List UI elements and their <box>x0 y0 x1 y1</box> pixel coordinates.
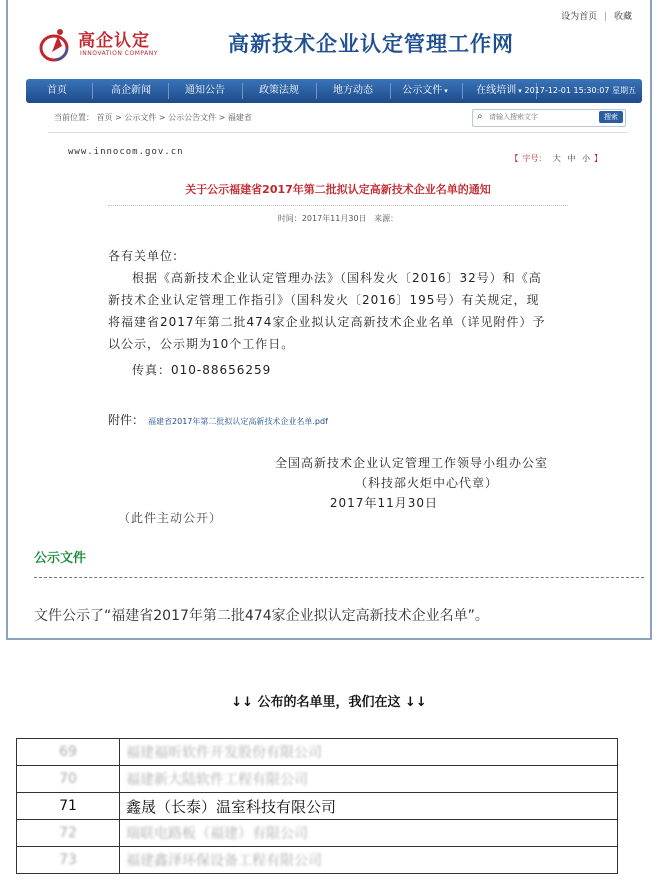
title-divider <box>108 205 568 206</box>
search-button[interactable]: 搜索 <box>599 111 623 123</box>
nav-training-label: 在线培训 <box>476 85 517 96</box>
fax-line: 传真：010-88656259 <box>132 363 272 377</box>
company-name: 瑞联电路板（福建）有限公司 <box>120 820 618 847</box>
row-number: 69 <box>17 739 120 766</box>
nav-news[interactable]: 高企新闻 <box>111 85 151 96</box>
nav-divider <box>390 83 391 99</box>
paragraph-line: 将福建省2017年第二批474家企业拟认定高新技术企业名单（详见附件）予 <box>108 315 546 329</box>
nav-divider <box>168 83 169 99</box>
main-nav <box>26 79 642 103</box>
company-table <box>16 738 618 874</box>
attachment-row <box>108 411 328 428</box>
attachment-link[interactable]: 福建省2017年第二批拟认定高新技术企业名单.pdf <box>148 417 328 426</box>
search-input[interactable] <box>489 111 589 123</box>
chevron-down-icon: ▾ <box>444 87 448 95</box>
row-number: 72 <box>17 820 120 847</box>
notice-meta <box>48 213 628 224</box>
source-label: 来源： <box>374 214 399 223</box>
website <box>18 0 650 535</box>
section-label: 公示文件 <box>34 551 87 566</box>
divider: | <box>604 12 608 22</box>
nav-divider <box>92 83 93 99</box>
company-name: 鑫晟（长泰）温室科技有限公司 <box>120 793 618 820</box>
nav-policies[interactable]: 政策法规 <box>259 85 299 96</box>
search-icon: ⌕ <box>477 111 483 122</box>
breadcrumb-row <box>26 108 642 128</box>
pointer-caption: ↓↓ 公布的名单里，我们在这 ↓↓ <box>231 695 427 710</box>
nav-public-files-label: 公示文件 <box>402 85 443 96</box>
summary-text: 文件公示了“福建省2017年第二批474家企业拟认定高新技术企业名单”。 <box>34 608 489 624</box>
dashed-divider <box>34 577 644 578</box>
paragraph-line: 新技术企业认定管理工作指引》（国科发火〔2016〕195号）有关规定，现 <box>108 293 540 307</box>
paragraph-line: 以公示，公示期为10个工作日。 <box>108 337 295 351</box>
logo-text: 高企认定 <box>78 31 150 51</box>
nav-datetime: 2017-12-01 15:30:07 星期五 <box>524 86 636 95</box>
company-name: 福建新大陆软件工程有限公司 <box>120 766 618 793</box>
nav-notices[interactable]: 通知公告 <box>185 85 225 96</box>
table-row <box>17 847 618 874</box>
disclosure-note: （此件主动公开） <box>118 511 223 525</box>
row-number: 73 <box>17 847 120 874</box>
site-title: 高新技术企业认定管理工作网 <box>228 31 514 56</box>
company-name: 福建鑫泽环保设备工程有限公司 <box>120 847 618 874</box>
signature-date: 2017年11月30日 <box>329 496 438 510</box>
nav-divider <box>316 83 317 99</box>
chevron-down-icon: ▾ <box>518 87 522 95</box>
nav-home[interactable]: 首页 <box>47 85 67 96</box>
font-size-small[interactable]: 小 <box>582 154 590 163</box>
table-row <box>17 820 618 847</box>
row-number: 71 <box>17 793 120 820</box>
site-domain: www.innocom.gov.cn <box>68 147 184 157</box>
signature-seal: （科技部火炬中心代章） <box>354 476 498 490</box>
paragraph-line: 根据《高新技术企业认定管理办法》（国科发火〔2016〕32号）和《高 <box>132 271 542 285</box>
nav-public-files[interactable] <box>392 79 458 103</box>
bookmark-link[interactable]: 收藏 <box>613 12 632 22</box>
set-homepage-link[interactable]: 设为首页 <box>561 12 598 22</box>
site-logo[interactable] <box>38 22 168 68</box>
signature-org: 全国高新技术企业认定管理工作领导小组办公室 <box>274 456 548 470</box>
time-label: 时间： <box>277 214 302 223</box>
breadcrumb: 当前位置： 首页 > 公示文件 > 公示公告文件 > 福建省 <box>54 113 252 122</box>
search-box <box>472 109 626 127</box>
font-size-medium[interactable]: 中 <box>567 154 576 163</box>
nav-divider <box>462 83 463 99</box>
nav-divider <box>242 83 243 99</box>
table-row-highlighted <box>17 793 618 820</box>
font-size-large[interactable]: 大 <box>552 154 561 163</box>
logo-swirl-icon <box>38 22 78 64</box>
font-size-switcher: 【 字号： 大 中 小 】 <box>510 154 602 163</box>
top-links <box>557 9 632 22</box>
article-panel <box>48 132 628 536</box>
logo-subtitle: INNOVATION COMPANY <box>80 50 158 57</box>
nav-local[interactable]: 地方动态 <box>333 85 373 96</box>
notice-time: 2017年11月30日 <box>301 214 367 223</box>
row-number: 70 <box>17 766 120 793</box>
salutation: 各有关单位: <box>108 249 179 263</box>
attachment-label: 附件： <box>108 413 145 427</box>
notice-title: 关于公示福建省2017年第二批拟认定高新技术企业名单的通知 <box>185 183 491 196</box>
font-size-label: 字号： <box>522 154 547 163</box>
table-row <box>17 766 618 793</box>
company-name: 福建福昕软件开发股份有限公司 <box>120 739 618 766</box>
table-row <box>17 739 618 766</box>
screenshot-frame <box>6 0 652 640</box>
